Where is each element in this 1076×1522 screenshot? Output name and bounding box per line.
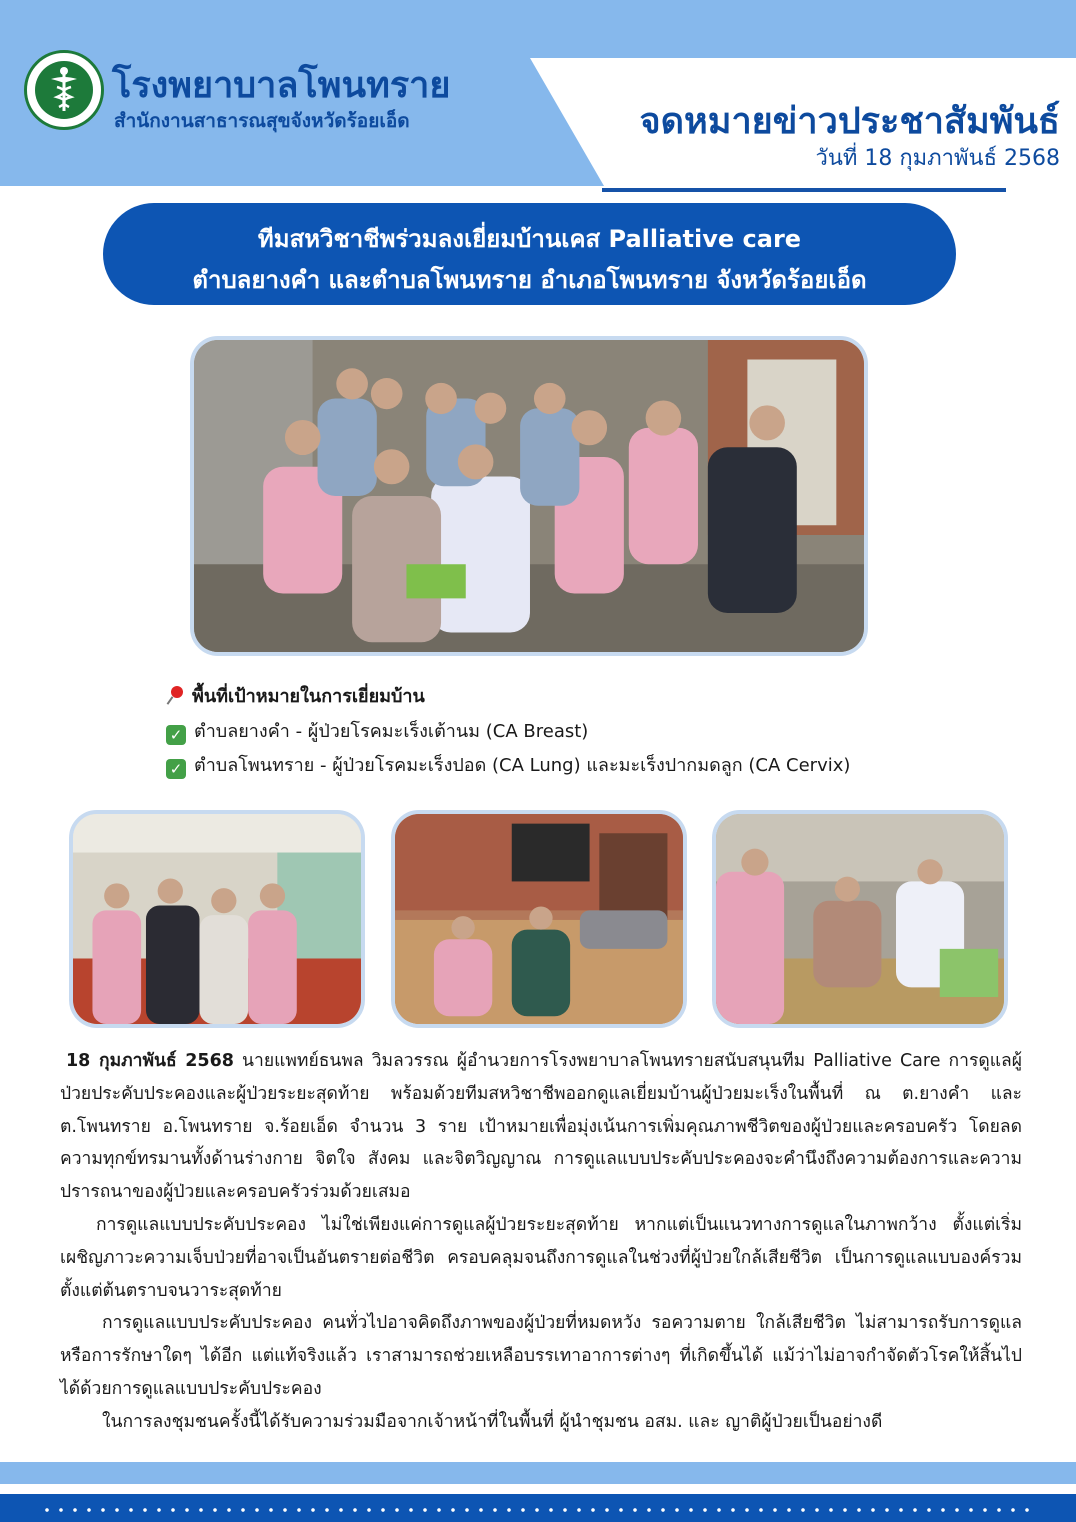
hospital-name: โรงพยาบาลโพนทราย	[112, 65, 451, 106]
hospital-subtitle: สำนักงานสาธารณสุขจังหวัดร้อยเอ็ด	[114, 110, 410, 132]
target-item-text: ตำบลโพนทราย - ผู้ป่วยโรคมะเร็งปอด (CA Lung) และมะเร็งปากมดลูก (CA Cervix)	[194, 755, 851, 776]
paragraph-text: การดูแลแบบประคับประคอง คนทั่วไปอาจคิดถึงภาพของผู้ป่วยที่หมดหวัง รอความตาย ใกล้เสียชีวิต ไม่สามารถรับการดูแล หรือการรักษาใดๆ ได้อีก แต่แท้จริงแล้ว เราสามารถช่วยเหลือบรรเทาอาการต่างๆ ที่เกิดขึ้นได้ แม้ว่าไม่อาจกำจัดตัวโรคให้สิ้นไปได้ด้วยการดูแลแบบประคับประคอง	[60, 1313, 1022, 1399]
article-paragraph	[60, 1406, 1022, 1439]
article-paragraph	[60, 1209, 1022, 1307]
target-item	[166, 750, 850, 779]
article-lead-date: 18 กุมภาพันธ์ 2568	[66, 1051, 234, 1071]
target-item	[166, 716, 588, 745]
visit-photo-3	[712, 810, 1008, 1028]
footer-band-light	[0, 1462, 1076, 1484]
main-group-photo	[190, 336, 868, 656]
target-item-text: ตำบลยางคำ - ผู้ป่วยโรคมะเร็งเต้านม (CA Breast)	[194, 721, 589, 742]
paragraph-text: การดูแลแบบประคับประคอง ไม่ใช่เพียงแค่การดูแลผู้ป่วยระยะสุดท้าย หากแต่เป็นแนวทางการดูแลในภาพกว้าง ตั้งแต่เริ่มเผชิญภาวะความเจ็บป่วยที่อาจเป็นอันตรายต่อชีวิต ครอบคลุมจนถึงการดูแลในช่วงที่ผู้ป่วยใกล้เสียชีวิต เป็นการดูแลแบบองค์รวมตั้งแต่ต้นตราบจนวาระสุดท้าย	[60, 1214, 1022, 1301]
banner-title-line1: ทีมสหวิชาชีพร่วมลงเยี่ยมบ้านเคส Palliative care	[257, 225, 802, 253]
newsletter-date: วันที่ 18 กุมภาพันธ์ 2568	[815, 146, 1060, 171]
target-heading-text: พื้นที่เป้าหมายในการเยี่ยมบ้าน	[192, 686, 425, 707]
checkmark-icon: ✓	[166, 759, 186, 779]
banner-title-line2: ตำบลยางคำ และตำบลโพนทราย อำเภอโพนทราย จังหวัดร้อยเอ็ด	[192, 266, 867, 294]
visit-photo-1	[69, 810, 365, 1028]
article-body	[60, 1045, 1022, 1439]
target-area-heading	[166, 681, 425, 710]
ministry-logo	[24, 50, 104, 130]
paragraph-text: นายแพทย์ธนพล วิมลวรรณ ผู้อำนวยการโรงพยาบาลโพนทรายสนับสนุนทีม Palliative Care การดูแลผู้ป่วยประคับประคองและผู้ป่วยระยะสุดท้าย พร้อมด้วยทีมสหวิชาชีพออกดูแลเยี่ยมบ้านผู้ป่วยมะเร็งในพื้นที่ ณ ต.ยางคำ และ ต.โพนทราย อ.โพนทราย จ.ร้อยเอ็ด จำนวน 3 ราย เป้าหมายเพื่อมุ่งเน้นการเพิ่มคุณภาพชีวิตของผู้ป่วยและครอบครัว โดยลดความทุกข์ทรมานทั้งด้านร่างกาย จิตใจ สังคม และจิตวิญญาณ การดูแลแบบประคับประคองจะคำนึงถึงความต้องการและความปรารถนาของผู้ป่วยและครอบครัวร่วมด้วยเสมอ	[60, 1051, 1023, 1203]
pushpin-icon	[166, 685, 186, 705]
caduceus-icon	[35, 61, 93, 119]
visit-photo-2	[391, 810, 687, 1028]
paragraph-text: ในการลงชุมชนครั้งนี้ได้รับความร่วมมือจากเจ้าหน้าที่ในพื้นที่ ผู้นำชุมชน อสม. และ ญาติผู้ป่วยเป็นอย่างดี	[102, 1411, 883, 1432]
header-underline	[602, 188, 1006, 192]
title-banner	[103, 203, 956, 305]
footer-dots	[40, 1508, 1030, 1512]
checkmark-icon: ✓	[166, 725, 186, 745]
article-paragraph	[60, 1045, 1022, 1209]
newsletter-title: จดหมายข่าวประชาสัมพันธ์	[639, 101, 1060, 142]
article-paragraph	[60, 1307, 1022, 1405]
